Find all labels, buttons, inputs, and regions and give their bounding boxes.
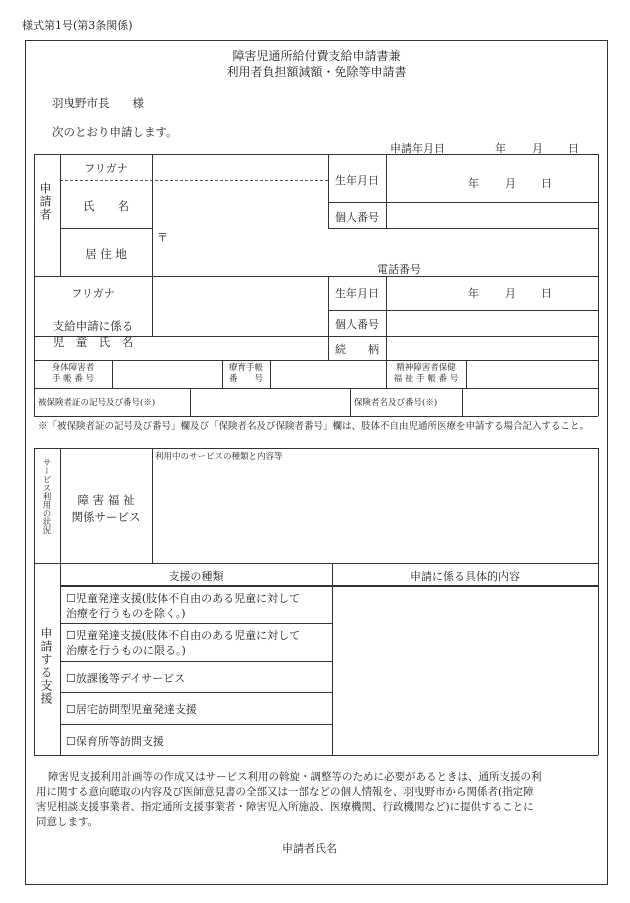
form-number: 様式第1号(第3条関係) [22, 19, 133, 32]
applicant-address-label: 居 住 地 [85, 247, 127, 261]
support-option-1[interactable]: ☐児童発達支援(肢体不自由のある児童に対して 治療を行うものを除く。) [66, 592, 301, 620]
child-name-label-line1: 支給申請に係る [52, 319, 134, 333]
applicant-birthdate-label: 生年月日 [335, 174, 379, 187]
postal-mark: 〒 [157, 231, 168, 244]
application-date-label: 申請年月日 [390, 142, 445, 155]
physical-cert-label-line1: 身体障害者 [51, 363, 95, 373]
applicant-bd-day: 日 [541, 177, 552, 190]
support-option-3[interactable]: ☐放課後等デイサービス [66, 672, 186, 685]
child-bd-month: 月 [505, 287, 516, 300]
child-personal-number-label: 個人番号 [335, 318, 379, 331]
service-status-section-label: サービス利用の状況 [41, 458, 51, 535]
insurer-label: 保険者名及び番号(※) [354, 398, 438, 408]
intro-text: 次のとおり申請します。 [52, 125, 178, 139]
insurance-note: ※「被保険者証の記号及び番号」欄及び「保険者名及び保険者番号」欄は、肢体不自由児通所医療を申請する場合記入すること。 [38, 421, 590, 432]
addressee: 羽曳野市長 様 [52, 96, 144, 110]
support-detail-header: 申請に係る具体的内容 [410, 570, 520, 583]
applicant-name-label: 氏 名 [83, 199, 129, 213]
insured-card-label: 被保険者証の記号及び番号(※) [38, 398, 156, 408]
support-option-2[interactable]: ☐児童発達支援(肢体不自由のある児童に対して 治療を行うものに限る。) [66, 629, 301, 657]
applicant-bd-month: 月 [505, 177, 516, 190]
child-name-label-line2: 児 童 氏 名 [52, 335, 134, 349]
child-relation-label: 続 柄 [335, 343, 379, 356]
support-option-5[interactable]: ☐保育所等訪問支援 [66, 735, 164, 748]
application-year: 年 [495, 142, 506, 155]
application-month: 月 [532, 142, 543, 155]
consent-text: 障害児支援利用計画等の作成又はサービス利用の斡旋・調整等のために必要があるときは、通所支援の利 用に関する意向聴取の内容及び医師意見書の全部又は一部などの個人情報を、羽曳野市から関係者(指定障 害児相談支援事業者、指定通所支援事業者・障害児入所施設、医療機関、行政機関など)に提供することに 同意します。 [36, 771, 542, 828]
ryoiku-cert-label-line2: 番 号 [228, 374, 263, 384]
mental-cert-label-line2: 福 祉 手 帳 番 号 [393, 374, 459, 384]
form-title-line1: 障害児通所給付費支給申請書兼 [232, 49, 401, 63]
child-birthdate-label: 生年月日 [335, 287, 379, 300]
child-bd-day: 日 [541, 287, 552, 300]
applicant-phone-label: 電話番号 [377, 263, 421, 276]
applicant-personal-number-label: 個人番号 [335, 211, 379, 224]
support-section-label: 申請する支援 [39, 627, 53, 705]
support-type-header: 支援の種類 [168, 570, 224, 583]
applicant-furigana-label: フリガナ [84, 162, 128, 175]
application-day: 日 [568, 142, 579, 155]
child-furigana-label: フリガナ [71, 287, 115, 300]
child-bd-year: 年 [468, 287, 479, 300]
welfare-service-label-line2: 関係サービス [71, 510, 141, 524]
ryoiku-cert-label-line1: 療育手帳 [228, 363, 263, 373]
mental-cert-label-line1: 精神障害者保健 [396, 363, 456, 373]
applicant-bd-year: 年 [468, 177, 479, 190]
support-option-4[interactable]: ☐居宅訪問型児童発達支援 [66, 703, 197, 716]
applicant-section-label: 申請者 [38, 182, 52, 221]
welfare-service-label-line1: 障 害 福 祉 [77, 493, 135, 507]
signature-label: 申請者氏名 [282, 842, 337, 855]
service-hint: 利用中のサービスの種類と内容等 [155, 452, 283, 462]
physical-cert-label-line2: 手 帳 番 号 [51, 374, 95, 384]
form-title-line2: 利用者負担額減額・免除等申請書 [226, 65, 407, 79]
